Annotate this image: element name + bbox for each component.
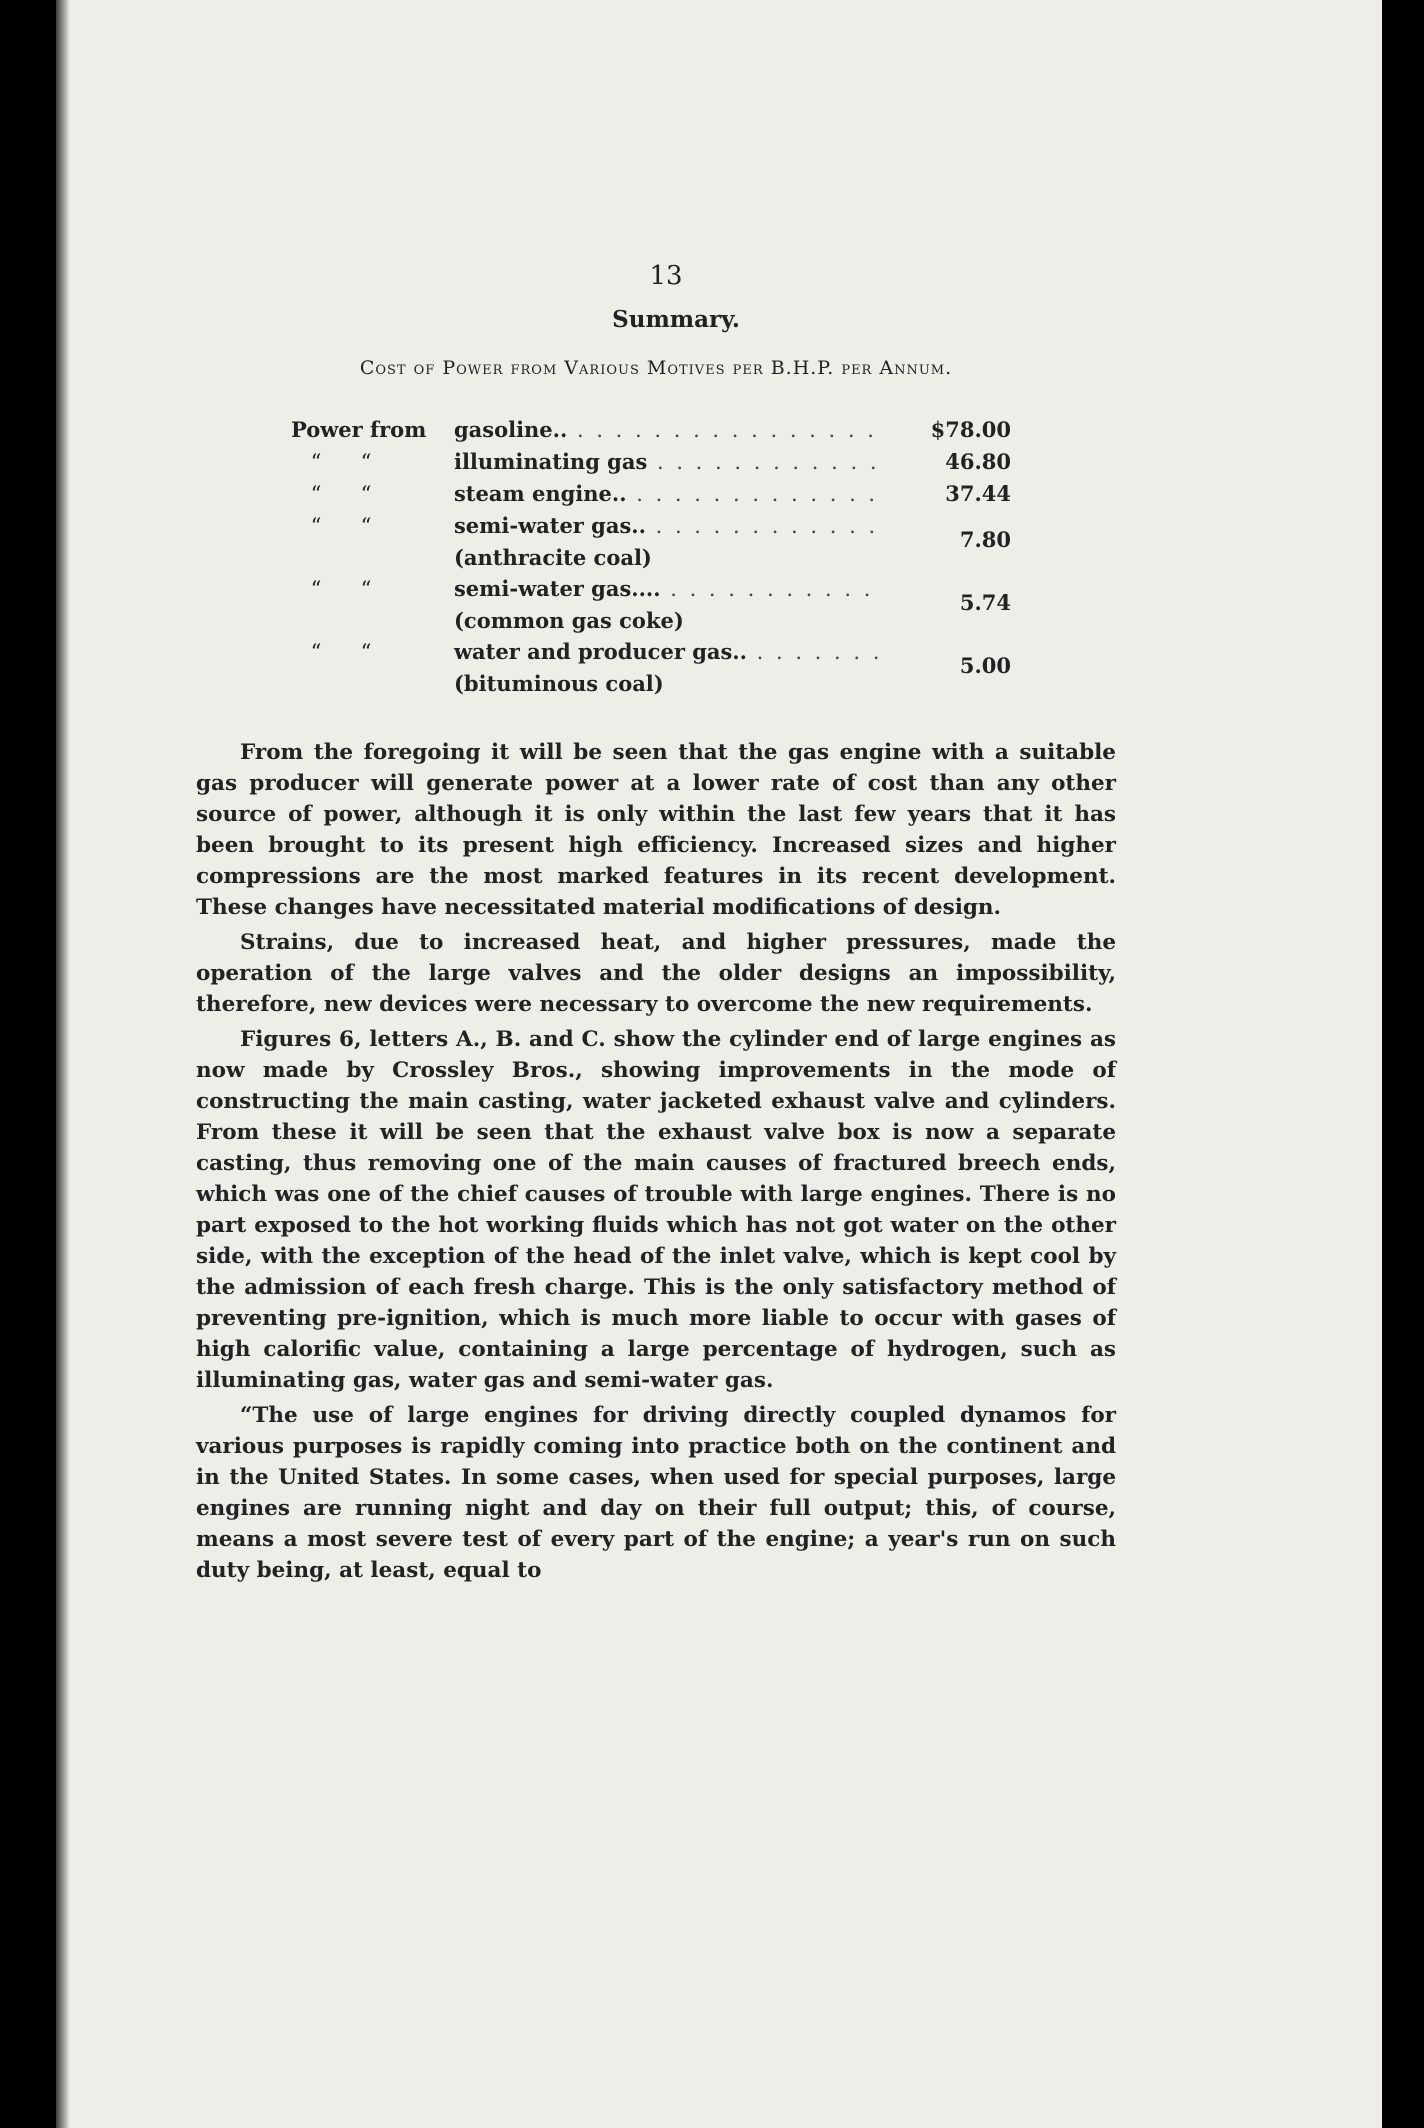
- row-label: steam engine..: [453, 481, 627, 506]
- row-label: water and producer gas..: [453, 639, 747, 664]
- cost-row: [291, 478, 1011, 510]
- row-sublabel: (common gas coke): [453, 608, 684, 633]
- cost-table: [291, 414, 1011, 699]
- row-prefix: [291, 478, 454, 510]
- ditto-mark: “: [360, 577, 372, 601]
- row-prefix: [291, 573, 454, 636]
- dot-leader: . . . . . . . . . . . . .: [626, 482, 879, 506]
- ditto-mark: “: [310, 640, 322, 664]
- ditto-mark: “: [360, 482, 372, 506]
- dot-leader: . . . . . . . . . . . .: [647, 450, 880, 474]
- scanned-page: [56, 0, 1382, 2128]
- page-content: [196, 260, 1116, 1586]
- scan-border: [1382, 0, 1424, 2128]
- cost-row: [291, 446, 1011, 478]
- row-label: illuminating gas: [453, 449, 648, 474]
- ditto-mark: “: [310, 482, 322, 506]
- row-value: 7.80: [959, 527, 1011, 552]
- paragraph: “The use of large engines for driving directly coupled dynamos for various purposes is rapidly coming into practice both on the continent and in the United States. In some cases, when used for special purposes, large engines are running night and day on their full output; this, of course, means a most severe test of every part of the engine; a year's run on such duty being, at least, equal to: [196, 1403, 1116, 1583]
- dot-leader: . . . . . . . . . . .: [660, 577, 874, 601]
- row-prefix: [291, 446, 454, 478]
- cost-row: [291, 573, 1011, 636]
- paragraph: From the foregoing it will be seen that the gas engine with a suitable gas producer will generate power at a lower rate of cost than any other source of power, although it is only within the last few years that it has been brought to its present high efficiency. Increased sizes and higher compressions are the most marked features in its recent development. These changes have necessitated material modifications of design.: [196, 740, 1116, 920]
- paragraph: Figures 6, letters A., B. and C. show the cylinder end of large engines as now made by Crossley Bros., showing improvements in the mode of constructing the main casting, water jacketed exhaust valve and cylinders. From these it will be seen that the exhaust valve box is now a separate casting, thus removing one of the main causes of fractured breech ends, which was one of the chief causes of trouble with large engines. There is no part exposed to the hot working fluids which has not got water on the other side, with the exception of the head of the inlet valve, which is kept cool by the admission of each fresh charge. This is the only satisfactory method of preventing pre-ignition, which is much more liable to occur with gases of high calorific value, containing a large percentage of hydrogen, such as illuminating gas, water gas and semi-water gas.: [196, 1027, 1116, 1393]
- row-sublabel: (anthracite coal): [453, 545, 652, 570]
- ditto-mark: “: [310, 450, 322, 474]
- row-value: 37.44: [945, 481, 1011, 506]
- cost-row: [291, 414, 1011, 446]
- table-heading: Cost of Power from Various Motives per B.H.P. per Annum.: [359, 357, 953, 379]
- row-prefix: [291, 636, 454, 699]
- row-value: 46.80: [945, 449, 1011, 474]
- row-value: 5.74: [959, 590, 1011, 615]
- row-prefix: [291, 510, 454, 573]
- row-value: $78.00: [930, 417, 1011, 442]
- dot-leader: . . . . . . . . . . . .: [645, 514, 879, 538]
- ditto-mark: “: [360, 450, 372, 474]
- summary-heading: Summary.: [612, 306, 740, 333]
- dot-leader: . . . . . . . . . . . . . . . .: [567, 418, 877, 442]
- ditto-mark: “: [360, 514, 372, 538]
- body-text: [196, 737, 1116, 1586]
- row-label: semi-water gas....: [453, 576, 661, 601]
- row-label: semi-water gas..: [453, 513, 646, 538]
- row-label: gasoline..: [453, 417, 568, 442]
- row-value: 5.00: [959, 653, 1011, 678]
- dot-leader: . . . . . . .: [746, 640, 883, 664]
- page-number: 13: [649, 261, 683, 291]
- row-sublabel: (bituminous coal): [453, 671, 664, 696]
- ditto-mark: “: [360, 640, 372, 664]
- cost-row: [291, 510, 1011, 573]
- paragraph: Strains, due to increased heat, and higher pressures, made the operation of the large valves and the older designs an impossibility, therefore, new devices were necessary to overcome the new requirements.: [196, 930, 1116, 1017]
- ditto-mark: “: [310, 514, 322, 538]
- row-prefix: Power from: [291, 417, 427, 442]
- cost-row: [291, 636, 1011, 699]
- binding-shadow: [56, 0, 70, 2128]
- ditto-mark: “: [310, 577, 322, 601]
